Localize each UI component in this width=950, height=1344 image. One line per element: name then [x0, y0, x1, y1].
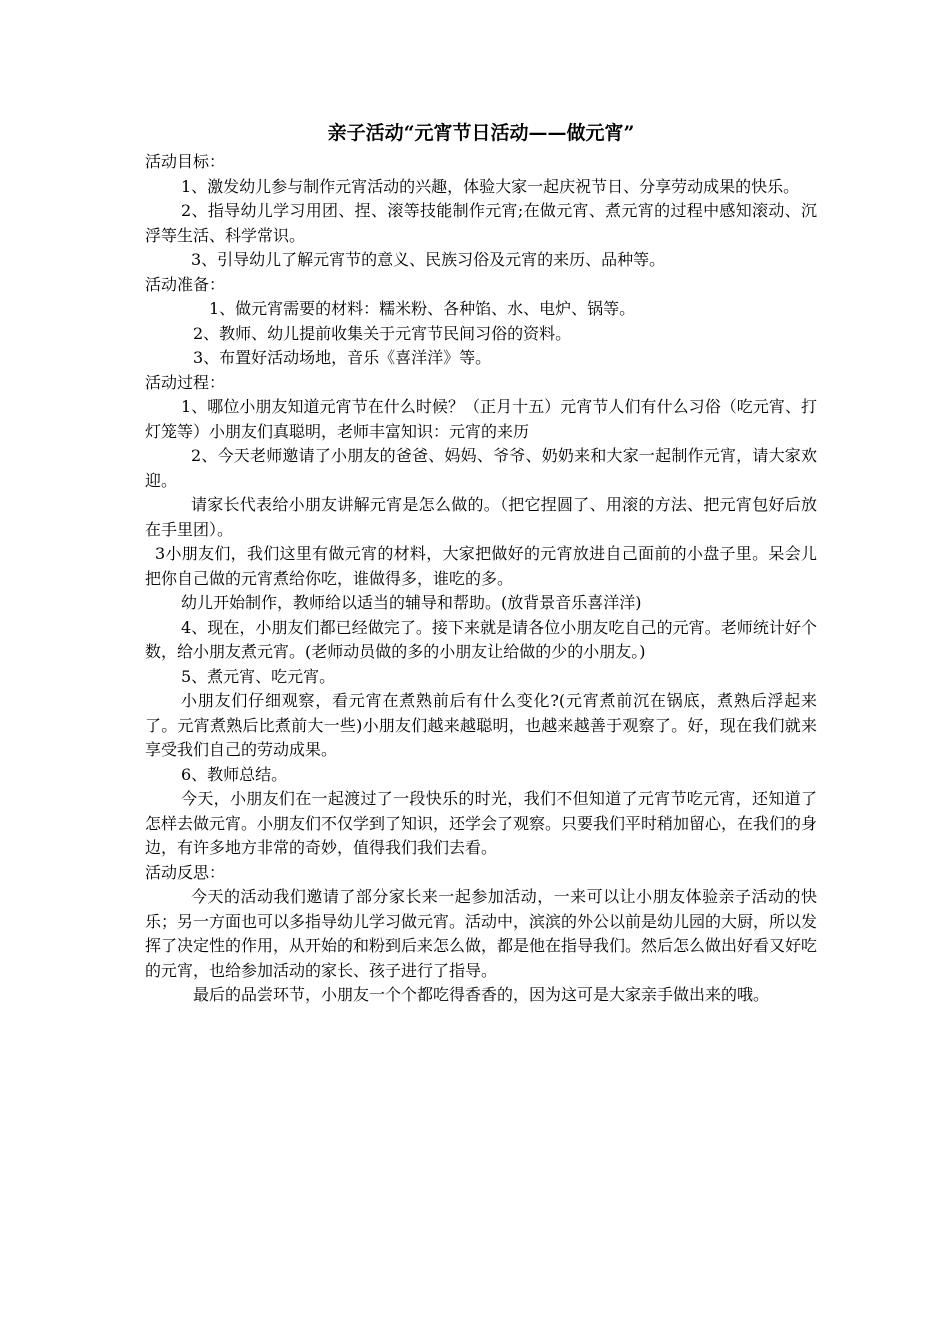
- process-paragraph-4: 3小朋友们，我们这里有做元宵的材料，大家把做好的元宵放进自己面前的小盘子里。呆会儿把你自己做的元宵煮给你吃，谁做得多，谁吃的多。: [145, 544, 817, 588]
- document-title: 亲子活动“元宵节日活动——做元宵”: [327, 122, 635, 144]
- process-paragraph-8: 小朋友们仔细观察，看元宵在煮熟前后有什么变化?(元宵煮前沉在锅底，煮熟后浮起来了。元宵煮熟后比煮前大一些)小朋友们越来越聪明，也越来越善于观察了。好，现在我们就来享受我们自己的劳动成果。: [145, 691, 817, 759]
- process-paragraph-5: 幼儿开始制作，教师给以适当的辅导和帮助。(放背景音乐喜洋洋): [181, 593, 642, 612]
- section-heading-goals: 活动目标：: [145, 152, 226, 171]
- process-paragraph-9: 6、教师总结。: [181, 764, 288, 784]
- preparation-paragraph-3: 3、布置好活动场地，音乐《喜洋洋》等。: [193, 348, 492, 367]
- goal-paragraph-2: 2、指导幼儿学习用团、捏、滚等技能制作元宵;在做元宵、煮元宵的过程中感知滚动、沉浮等生活、科学常识。: [145, 201, 817, 245]
- reflection-paragraph-2: 最后的品尝环节，小朋友一个个都吃得香香的，因为这可是大家亲手做出来的哦。: [193, 985, 770, 1004]
- section-heading-preparation: 活动准备：: [145, 274, 226, 294]
- section-heading-reflection: 活动反思：: [145, 862, 226, 882]
- goal-paragraph-1: 1、激发幼儿参与制作元宵活动的兴趣，体验大家一起庆祝节日、分享劳动成果的快乐。: [181, 176, 800, 196]
- process-paragraph-3: 请家长代表给小朋友讲解元宵是怎么做的。（把它捏圆了、用滚的方法、把元宵包好后放在手里团）。: [145, 495, 817, 539]
- section-heading-process: 活动过程：: [145, 372, 226, 392]
- process-paragraph-10: 今天，小朋友们在一起渡过了一段快乐的时光，我们不但知道了元宵节吃元宵，还知道了怎样去做元宵。小朋友们不仅学到了知识，还学会了观察。只要我们平时稍加留心，在我们的身边，有许多地方非常的奇妙，值得我们我们去看。: [145, 789, 818, 857]
- process-paragraph-2: 2、今天老师邀请了小朋友的爸爸、妈妈、爷爷、奶奶来和大家一起制作元宵，请大家欢迎。: [145, 446, 817, 490]
- preparation-paragraph-1: 1、做元宵需要的材料：糯米粉、各种馅、水、电炉、锅等。: [209, 299, 636, 318]
- process-paragraph-1: 1、哪位小朋友知道元宵节在什么时候？（正月十五）元宵节人们有什么习俗（吃元宵、打灯笼等）小朋友们真聪明，老师丰富知识：元宵的来历: [145, 397, 817, 441]
- reflection-paragraph-1: 今天的活动我们邀请了部分家长来一起参加活动，一来可以让小朋友体验亲子活动的快乐；另一方面也可以多指导幼儿学习做元宵。活动中，滨滨的外公以前是幼儿园的大厨，所以发挥了决定性的作用，从开始的和粉到后来怎么做，都是他在指导我们。然后怎么做出好看又好吃的元宵，也给参加活动的家长、孩子进行了指导。: [145, 887, 818, 980]
- process-paragraph-7: 5、煮元宵、吃元宵。: [181, 666, 336, 686]
- preparation-paragraph-2: 2、教师、幼儿提前收集关于元宵节民间习俗的资料。: [193, 323, 572, 343]
- document-page: [145, 120, 817, 1008]
- process-paragraph-6: 4、现在，小朋友们都已经做完了。接下来就是请各位小朋友吃自己的元宵。老师统计好个数，给小朋友煮元宵。(老师动员做的多的小朋友让给做的少的小朋友。): [145, 617, 817, 661]
- goal-paragraph-3: 3、引导幼儿了解元宵节的意义、民族习俗及元宵的来历、品种等。: [191, 250, 666, 269]
